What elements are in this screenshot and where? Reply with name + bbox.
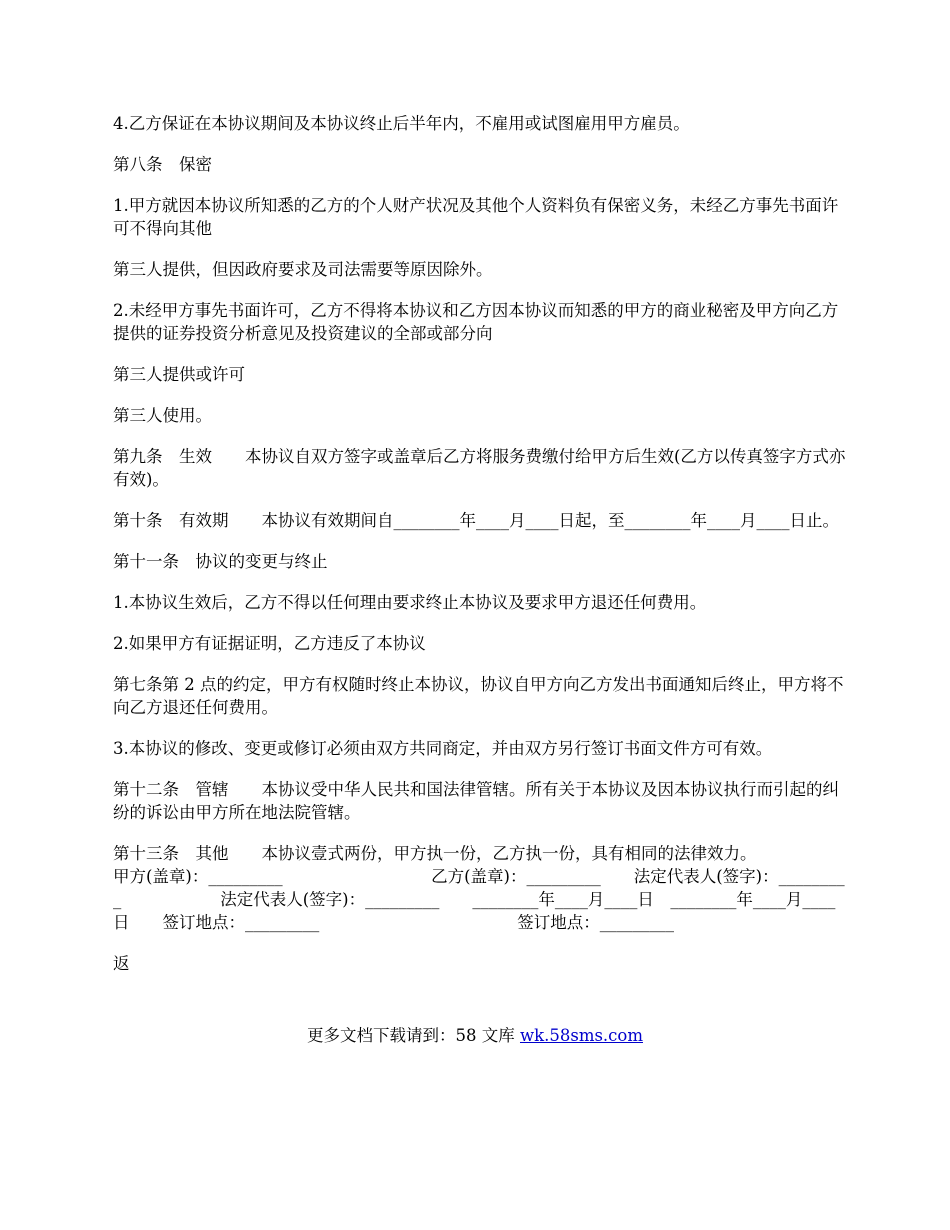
article-validity-period: 第十条 有效期 本协议有效期间自________年____月____日起，至________年____月____日止。 xyxy=(113,511,839,530)
clause-paragraph: 第三人提供或许可 xyxy=(113,365,245,384)
clause-paragraph: 2.如果甲方有证据证明，乙方违反了本协议 xyxy=(113,634,426,653)
clause-paragraph: 4.乙方保证在本协议期间及本协议终止后半年内，不雇用或试图雇用甲方雇员。 xyxy=(113,114,690,133)
footer-link[interactable]: wk.58sms.com xyxy=(519,1026,643,1045)
download-footer xyxy=(0,1024,950,1047)
article-heading: 第八条 保密 xyxy=(113,155,212,174)
article-effectiveness: 第九条 生效 本协议自双方签字或盖章后乙方将服务费缴付给甲方后生效(乙方以传真签字方式亦有效)。 xyxy=(113,447,846,489)
clause-paragraph: 第三人使用。 xyxy=(113,406,212,425)
clause-paragraph: 2.未经甲方事先书面许可，乙方不得将本协议和乙方因本协议而知悉的甲方的商业秘密及甲方向乙方提供的证券投资分析意见及投资建议的全部或部分向 xyxy=(113,301,839,343)
footer-prefix: 更多文档下载请到：58 文库 xyxy=(306,1026,520,1045)
signature-block: 甲方(盖章)：_________ 乙方(盖章)：_________ 法定代表人(签字)：_________ 法定代表人(签字)：_________ ________年____月____日 ________年____月____日 签订地点：_________ 签订地点：_________ xyxy=(113,867,845,932)
trailing-text: 返 xyxy=(113,954,130,973)
article-other: 第十三条 其他 本协议壹式两份，甲方执一份，乙方执一份，具有相同的法律效力。 xyxy=(113,844,757,863)
article-heading: 第十一条 协议的变更与终止 xyxy=(113,552,328,571)
clause-paragraph: 第七条第 2 点的约定，甲方有权随时终止本协议，协议自甲方向乙方发出书面通知后终止，甲方将不向乙方退还任何费用。 xyxy=(113,675,844,717)
clause-paragraph: 第三人提供，但因政府要求及司法需要等原因除外。 xyxy=(113,260,493,279)
clause-paragraph: 1.甲方就因本协议所知悉的乙方的个人财产状况及其他个人资料负有保密义务，未经乙方事先书面许可不得向其他 xyxy=(113,196,839,238)
clause-paragraph: 3.本协议的修改、变更或修订必须由双方共同商定，并由双方另行签订书面文件方可有效。 xyxy=(113,739,773,758)
document-body xyxy=(113,112,848,993)
clause-paragraph: 1.本协议生效后，乙方不得以任何理由要求终止本协议及要求甲方退还任何费用。 xyxy=(113,593,707,612)
article-jurisdiction: 第十二条 管辖 本协议受中华人民共和国法律管辖。所有关于本协议及因本协议执行而引起的纠纷的诉讼由甲方所在地法院管辖。 xyxy=(113,780,839,822)
